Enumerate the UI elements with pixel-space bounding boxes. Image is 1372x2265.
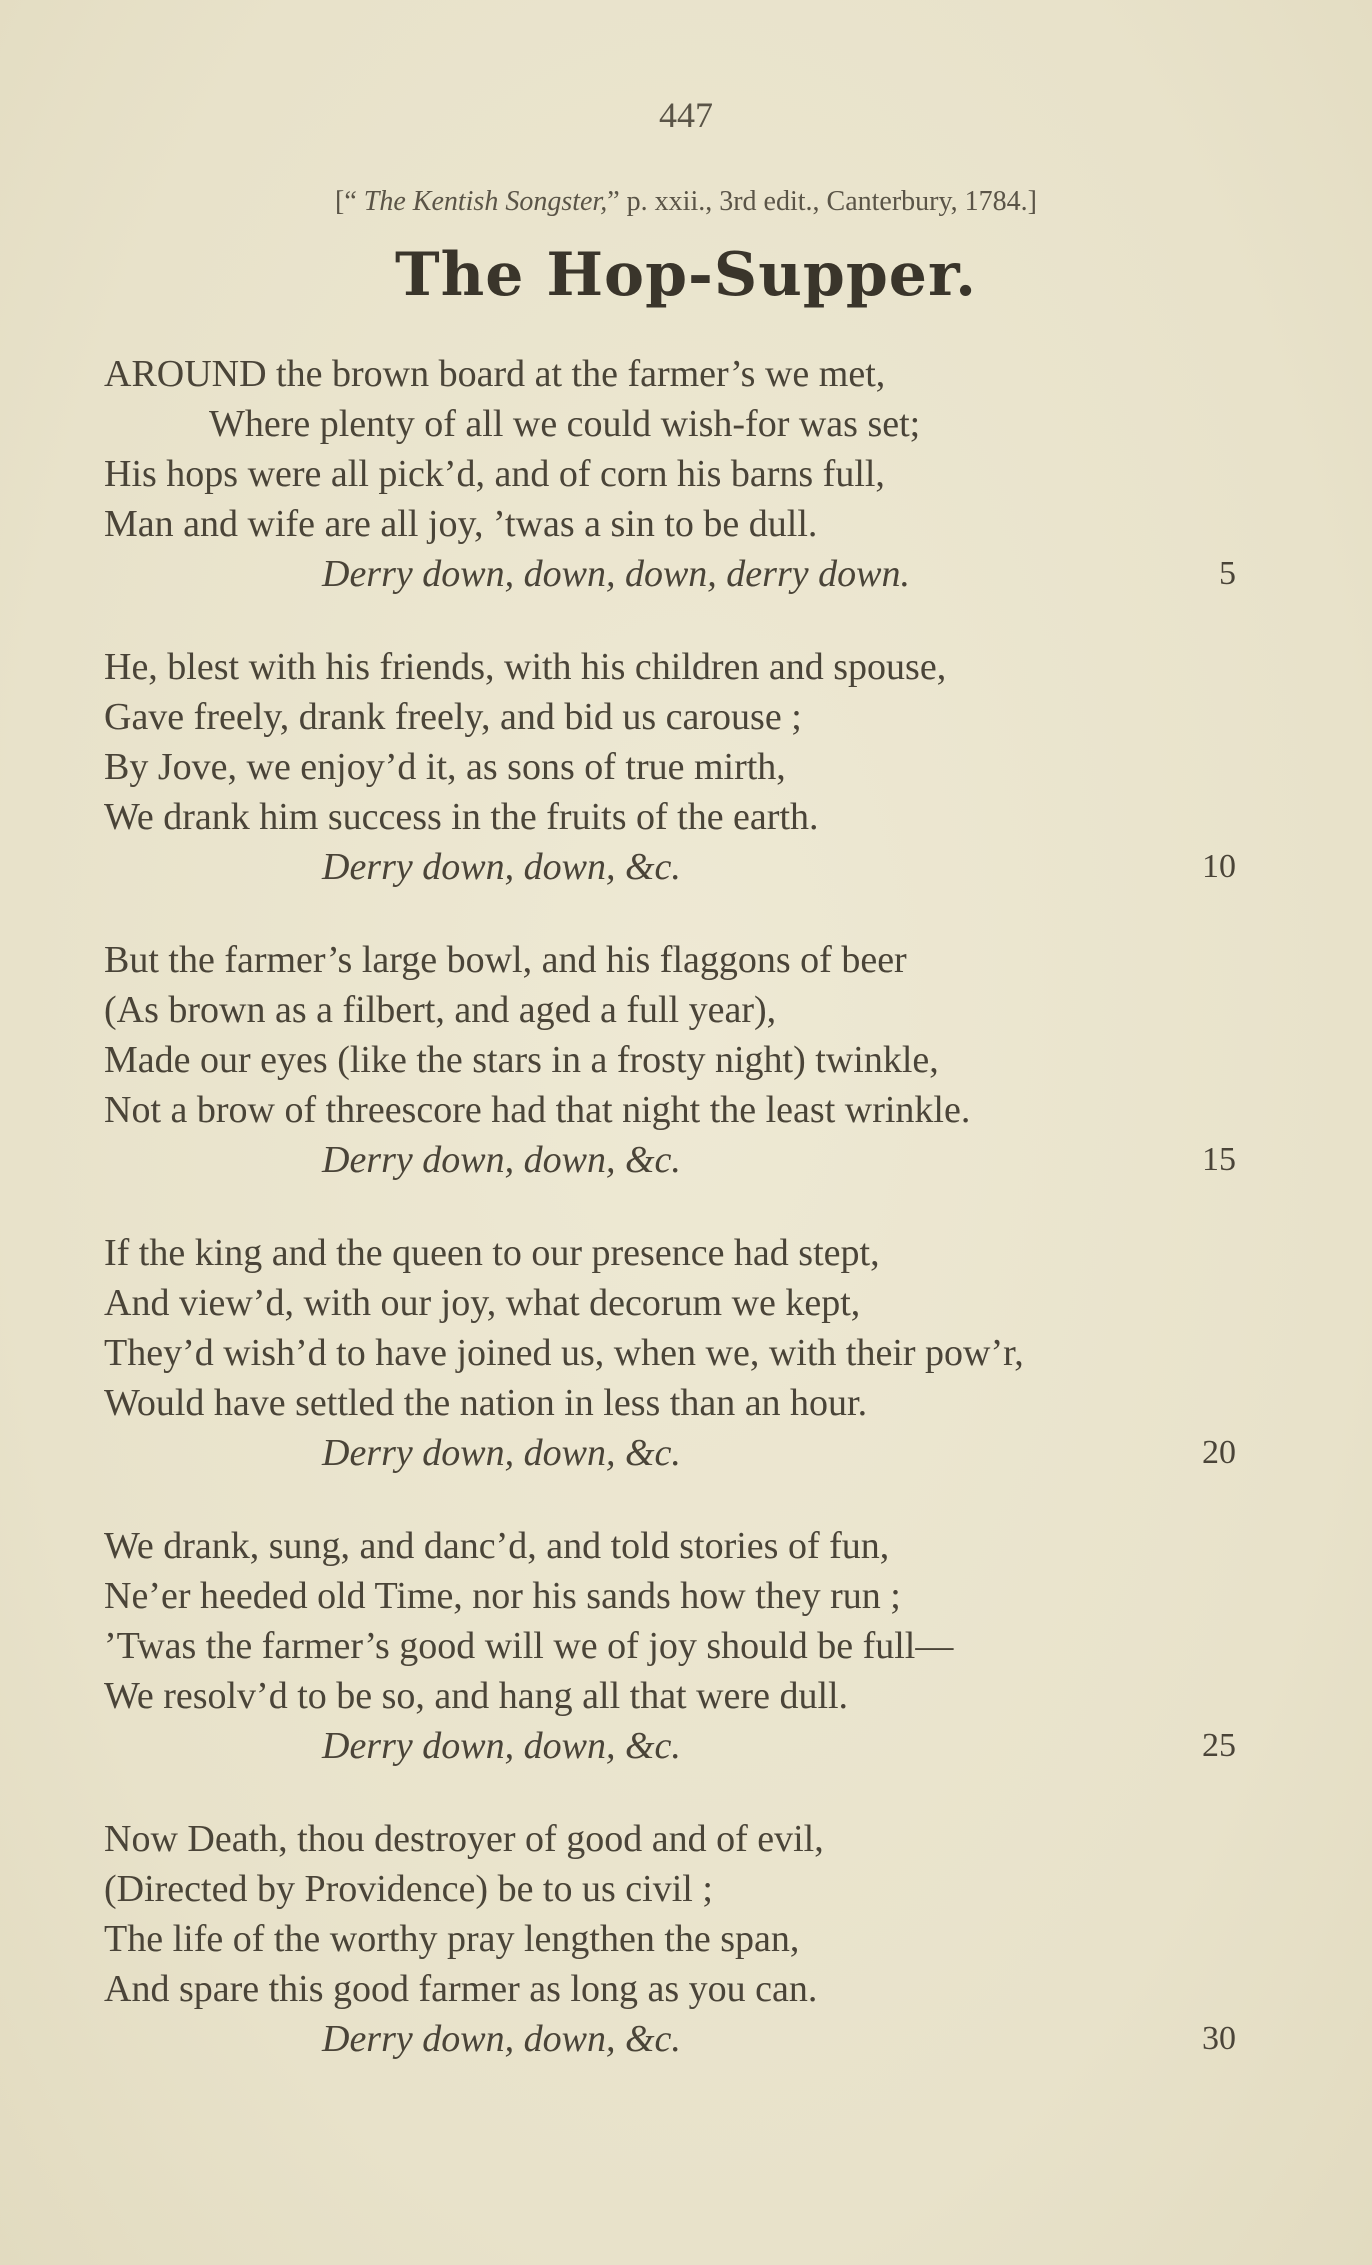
verse-line: By Jove, we enjoy’d it, as sons of true mirth, xyxy=(104,746,786,788)
refrain-line xyxy=(104,1428,1254,1478)
stanza-1 xyxy=(104,349,1254,599)
refrain-line xyxy=(104,1721,1254,1771)
verse-line: (Directed by Providence) be to us civil ; xyxy=(104,1868,713,1910)
refrain-text: Derry down, down, down, derry down. xyxy=(322,553,910,595)
verse-line: Now Death, thou destroyer of good and of evil, xyxy=(104,1818,824,1860)
refrain-text: Derry down, down, &c. xyxy=(322,2018,681,2060)
line-number: 5 xyxy=(1219,555,1236,592)
verse-line: ’Twas the farmer’s good will we of joy should be full— xyxy=(104,1625,954,1667)
source-rest: ” p. xxii., 3rd edit., Canterbury, 1784.] xyxy=(607,186,1037,217)
source-citation xyxy=(0,186,1372,218)
source-open: [“ xyxy=(335,186,364,217)
verse-line: Would have settled the nation in less than an hour. xyxy=(104,1382,868,1424)
verse-line: Not a brow of threescore had that night the least wrinkle. xyxy=(104,1089,971,1131)
line-number: 15 xyxy=(1202,1141,1236,1178)
stanza-4 xyxy=(104,1228,1254,1478)
verse-line: The life of the worthy pray lengthen the span, xyxy=(104,1918,800,1960)
verse-line: Gave freely, drank freely, and bid us carouse ; xyxy=(104,696,802,738)
verse-line: They’d wish’d to have joined us, when we, with their pow’r, xyxy=(104,1332,1024,1374)
stanza-5 xyxy=(104,1521,1254,1771)
verse-line: We drank, sung, and danc’d, and told stories of fun, xyxy=(104,1525,890,1567)
source-title: The Kentish Songster, xyxy=(363,186,608,217)
verse-line: We drank him success in the fruits of the earth. xyxy=(104,796,819,838)
verse-line: (As brown as a filbert, and aged a full year), xyxy=(104,989,777,1031)
verse-line: We resolv’d to be so, and hang all that were dull. xyxy=(104,1675,849,1717)
stanza-3 xyxy=(104,935,1254,1185)
refrain-text: Derry down, down, &c. xyxy=(322,1139,681,1181)
verse-line: If the king and the queen to our presence had stept, xyxy=(104,1232,880,1274)
poem-body xyxy=(104,349,1254,2107)
verse-line: His hops were all pick’d, and of corn his barns full, xyxy=(104,453,885,495)
verse-line: And view’d, with our joy, what decorum we kept, xyxy=(104,1282,861,1324)
verse-line: And spare this good farmer as long as you can. xyxy=(104,1968,818,2010)
verse-line: Where plenty of all we could wish-for was set; xyxy=(209,403,921,445)
refrain-line xyxy=(104,842,1254,892)
verse-line: Man and wife are all joy, ’twas a sin to be dull. xyxy=(104,503,818,545)
verse-line: He, blest with his friends, with his children and spouse, xyxy=(104,646,947,688)
refrain-text: Derry down, down, &c. xyxy=(322,1432,681,1474)
line-number: 25 xyxy=(1202,1727,1236,1764)
verse-line: AROUND the brown board at the farmer’s we met, xyxy=(104,353,886,395)
line-number: 10 xyxy=(1202,848,1236,885)
verse-line: Ne’er heeded old Time, nor his sands how they run ; xyxy=(104,1575,901,1617)
verse-line: But the farmer’s large bowl, and his flaggons of beer xyxy=(104,939,907,981)
refrain-text: Derry down, down, &c. xyxy=(322,846,681,888)
refrain-line xyxy=(104,549,1254,599)
refrain-line xyxy=(104,1135,1254,1185)
stanza-2 xyxy=(104,642,1254,892)
stanza-6 xyxy=(104,1814,1254,2064)
verse-line: Made our eyes (like the stars in a frosty night) twinkle, xyxy=(104,1039,939,1081)
refrain-text: Derry down, down, &c. xyxy=(322,1725,681,1767)
refrain-line xyxy=(104,2014,1254,2064)
line-number: 30 xyxy=(1202,2020,1236,2057)
poem-title: The Hop-Supper. xyxy=(395,240,977,310)
page-number: 447 xyxy=(659,95,713,135)
line-number: 20 xyxy=(1202,1434,1236,1471)
